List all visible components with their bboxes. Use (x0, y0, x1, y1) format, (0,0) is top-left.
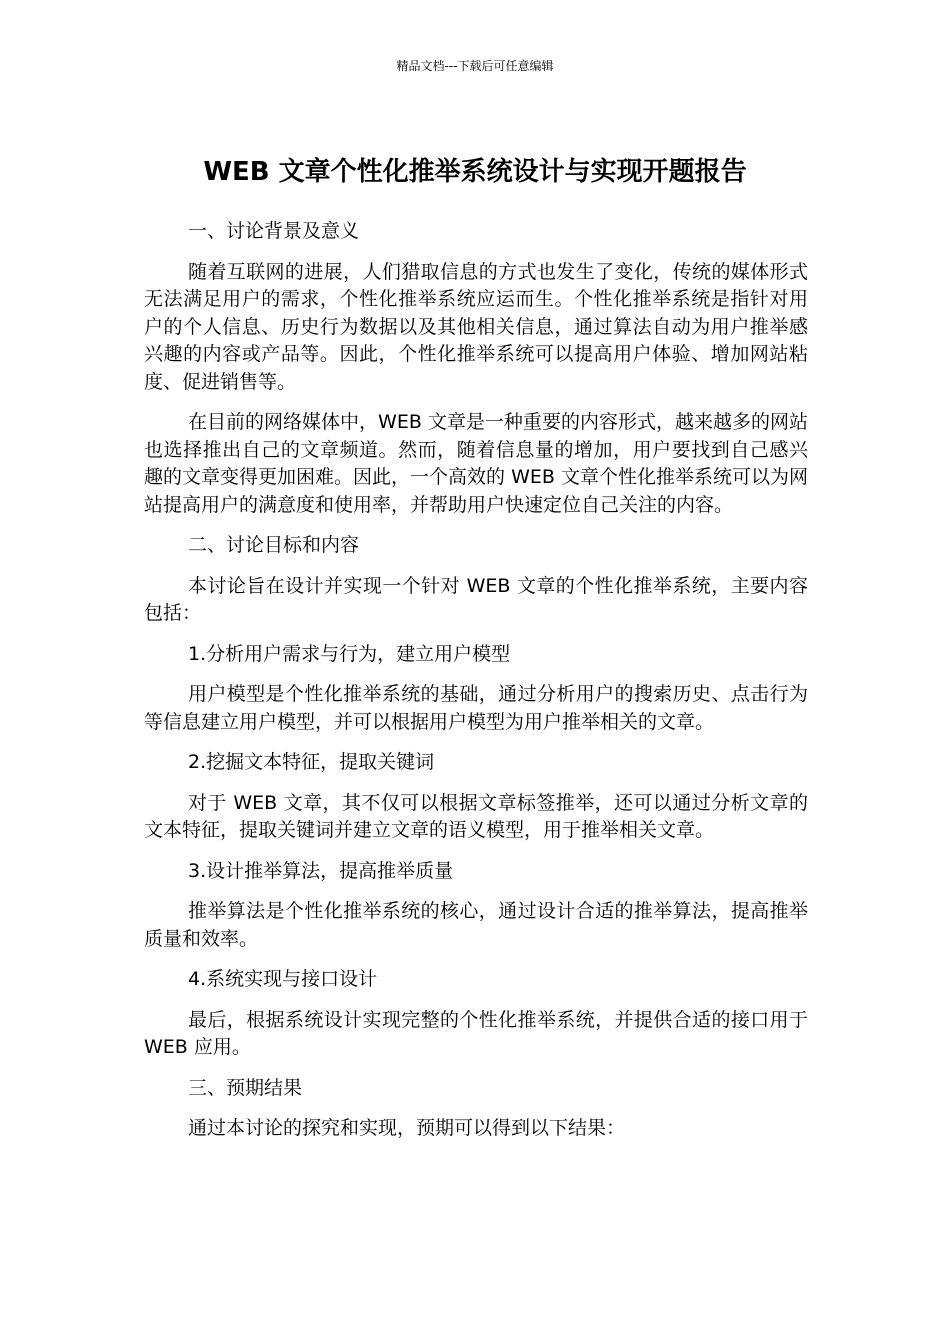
paragraph-goals-intro: 本讨论旨在设计并实现一个针对 WEB 文章的个性化推举系统，主要内容包括： (144, 574, 808, 624)
item-heading-implementation: 4.系统实现与接口设计 (188, 968, 378, 990)
paragraph-background-2: 在目前的网络媒体中，WEB 文章是一种重要的内容形式，越来越多的网站也选择推出自己的文章频道。然而，随着信息量的增加，用户要找到自己感兴趣的文章变得更加困难。因此，一个高效的 WEB 文章个性化推举系统可以为网站提高用户的满意度和使用率，并帮助用户快速定位自己关注的内容。 (144, 411, 808, 516)
section-heading-background: 一、讨论背景及意义 (188, 220, 360, 242)
paragraph-user-model: 用户模型是个性化推举系统的基础，通过分析用户的搜索历史、点击行为等信息建立用户模型，并可以根据用户模型为用户推举相关的文章。 (144, 683, 808, 733)
item-heading-text-features: 2.挖掘文本特征，提取关键词 (188, 751, 435, 773)
paragraph-expected-results-intro: 通过本讨论的探究和实现，预期可以得到以下结果： (188, 1117, 626, 1139)
document-body (144, 218, 808, 1156)
item-heading-user-model: 1.分析用户需求与行为，建立用户模型 (188, 642, 511, 665)
page-header: 精品文档---下载后可任意编辑 (396, 59, 554, 73)
section-heading-goals: 二、讨论目标和内容 (188, 534, 360, 556)
paragraph-algorithm: 推举算法是个性化推举系统的核心，通过设计合适的推举算法，提高推举质量和效率。 (144, 900, 808, 950)
paragraph-text-features: 对于 WEB 文章，其不仅可以根据文章标签推举，还可以通过分析文章的文本特征，提取关键词并建立文章的语义模型，用于推举相关文章。 (144, 791, 808, 841)
item-heading-algorithm: 3.设计推举算法，提高推举质量 (188, 859, 454, 882)
paragraph-implementation: 最后，根据系统设计实现完整的个性化推举系统，并提供合适的接口用于 WEB 应用。 (144, 1008, 808, 1058)
section-heading-expected-results: 三、预期结果 (188, 1076, 303, 1099)
document-title: WEB 文章个性化推举系统设计与实现开题报告 (203, 157, 747, 188)
paragraph-background-1: 随着互联网的进展，人们猎取信息的方式也发生了变化，传统的媒体形式无法满足用户的需求，个性化推举系统应运而生。个性化推举系统是指针对用户的个人信息、历史行为数据以及其他相关信息，通过算法自动为用户推举感兴趣的内容或产品等。因此，个性化推举系统可以提高用户体验、增加网站粘度、促进销售等。 (144, 260, 808, 393)
